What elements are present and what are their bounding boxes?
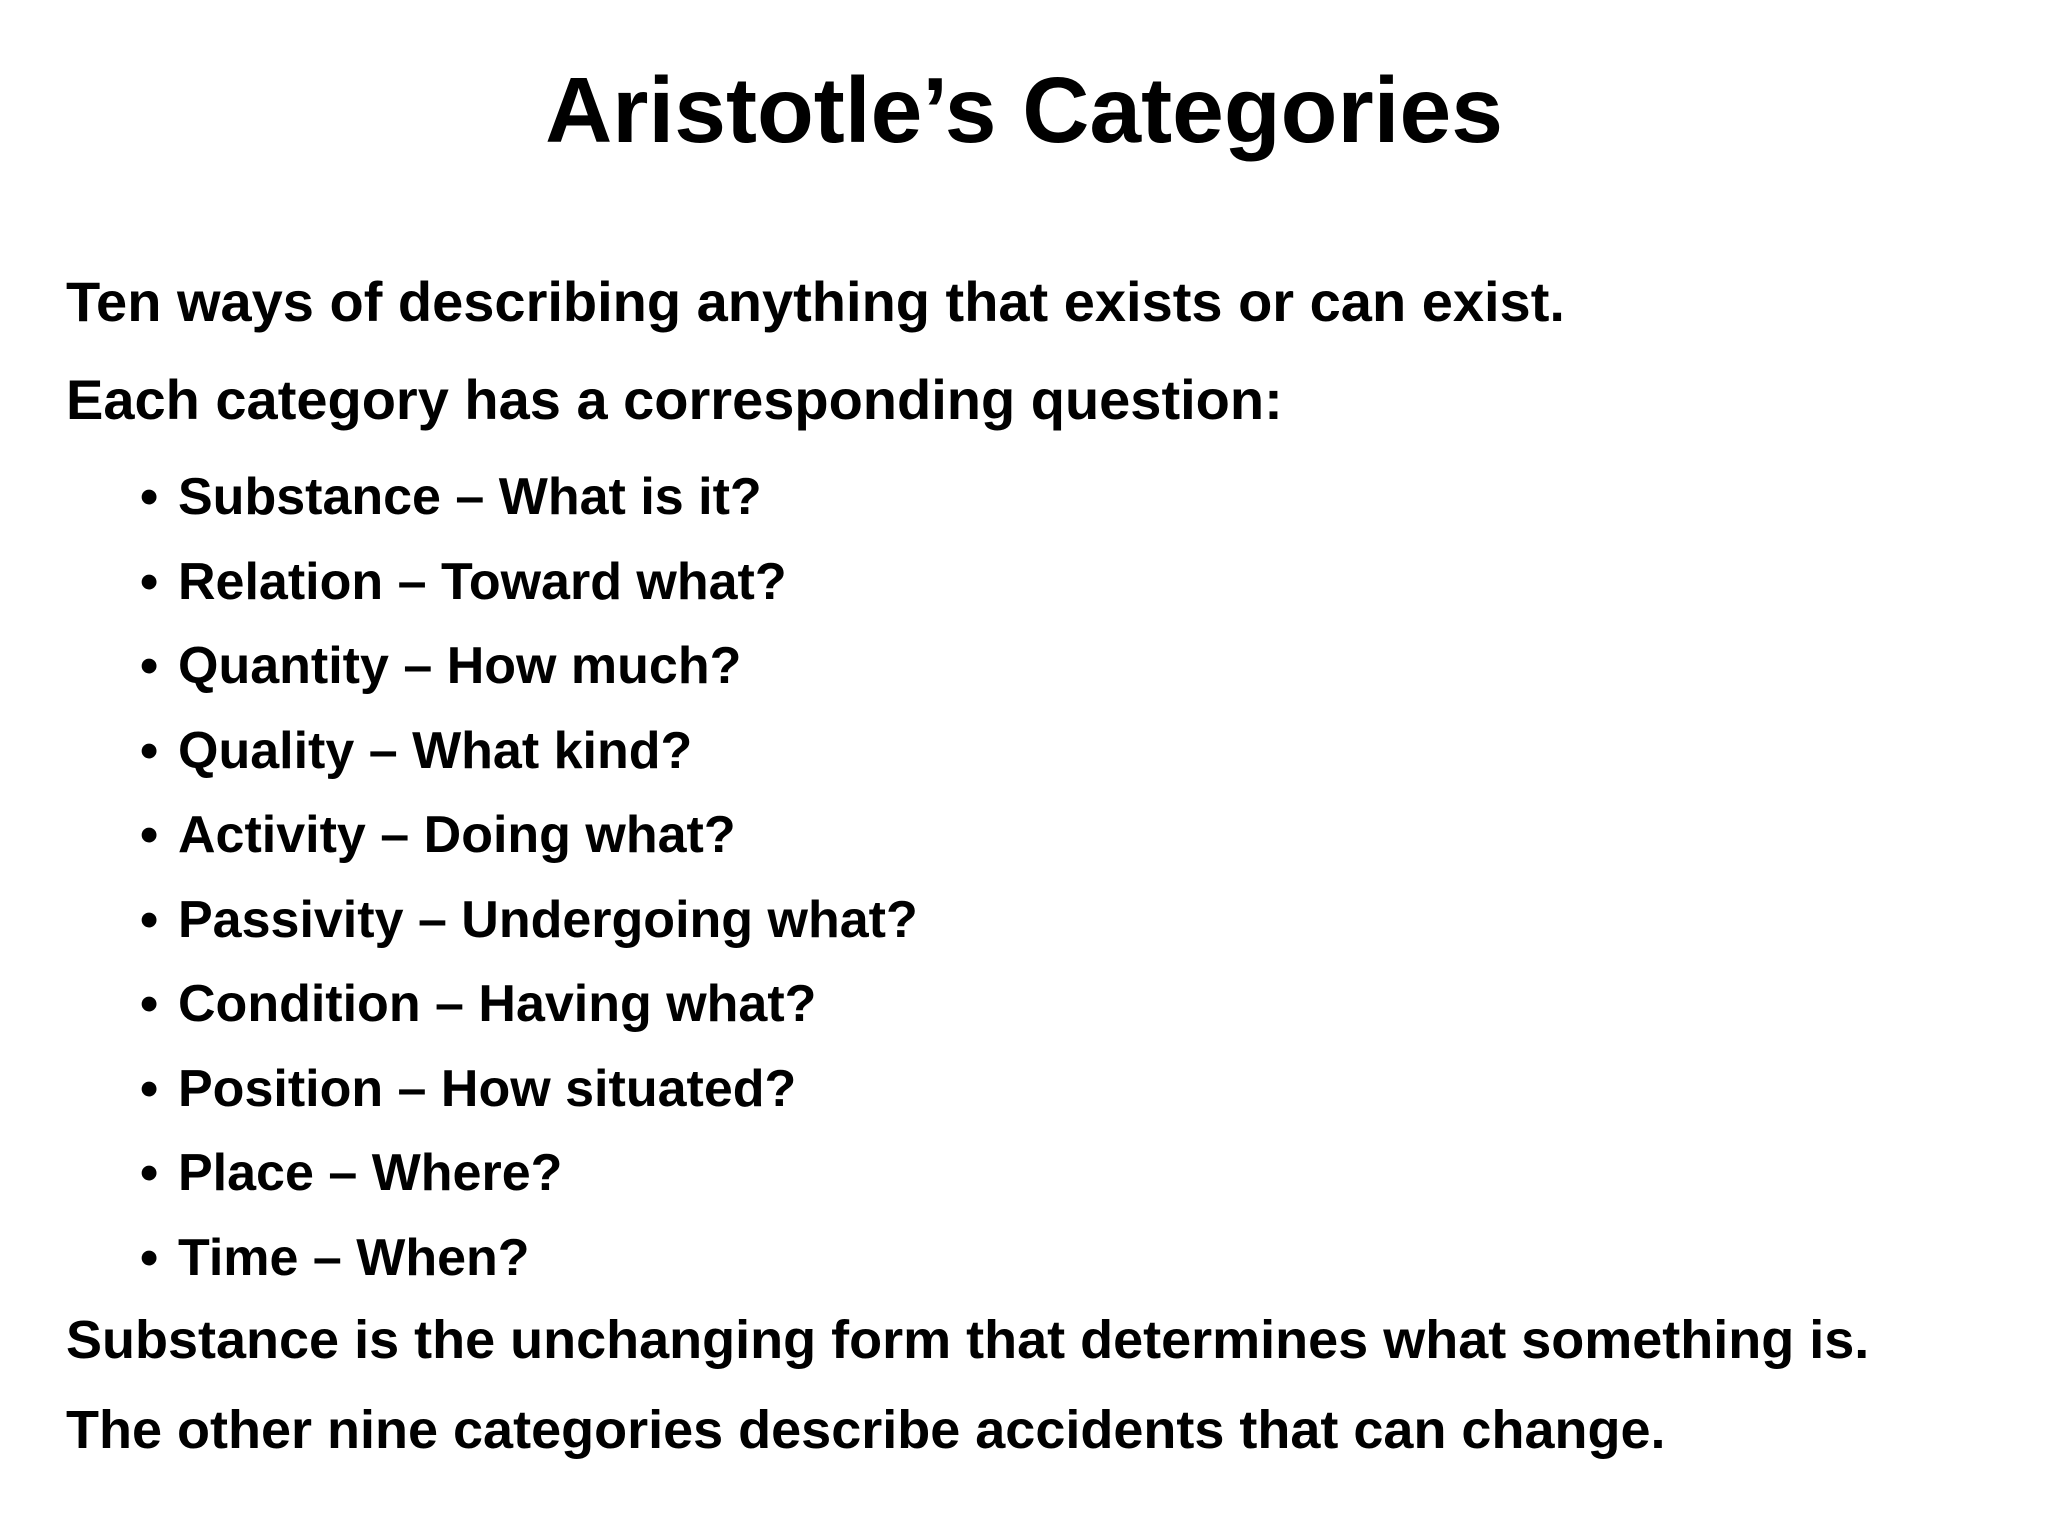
- list-item: [140, 793, 918, 878]
- bullet-icon: •: [140, 806, 159, 864]
- bullet-icon: •: [140, 1144, 159, 1202]
- category-label: Quantity – How much?: [178, 637, 742, 695]
- list-item: [140, 455, 918, 540]
- intro-line-2: Each category has a corresponding question:: [66, 368, 1283, 431]
- closing-line-1: Substance is the unchanging form that determines what something is.: [66, 1310, 1870, 1370]
- list-item: [140, 540, 918, 625]
- category-label: Position – How situated?: [178, 1059, 797, 1118]
- bullet-icon: •: [140, 975, 159, 1033]
- category-label: Place – Where?: [178, 1144, 563, 1202]
- category-label: Passivity – Undergoing what?: [178, 890, 918, 949]
- list-item: [140, 709, 918, 794]
- category-label: Time – When?: [178, 1228, 530, 1287]
- category-label: Activity – Doing what?: [178, 806, 736, 864]
- list-item: [140, 878, 918, 963]
- category-label: Relation – Toward what?: [178, 552, 787, 611]
- category-label: Condition – Having what?: [178, 975, 817, 1033]
- slide-title: Aristotle’s Categories: [545, 58, 1503, 162]
- bullet-icon: •: [140, 890, 159, 949]
- category-label: Substance – What is it?: [178, 468, 762, 526]
- intro-line-1: Ten ways of describing anything that exists or can exist.: [66, 270, 1565, 333]
- bullet-icon: •: [140, 637, 159, 695]
- list-item: [140, 1216, 918, 1301]
- list-item: [140, 624, 918, 709]
- category-list: [140, 455, 918, 1300]
- bullet-icon: •: [140, 1228, 159, 1287]
- bullet-icon: •: [140, 468, 159, 526]
- bullet-icon: •: [140, 1059, 159, 1118]
- category-label: Quality – What kind?: [178, 721, 693, 780]
- list-item: [140, 1047, 918, 1132]
- list-item: [140, 1131, 918, 1216]
- bullet-icon: •: [140, 721, 159, 780]
- bullet-icon: •: [140, 552, 159, 611]
- list-item: [140, 962, 918, 1047]
- closing-line-2: The other nine categories describe accidents that can change.: [66, 1400, 1666, 1460]
